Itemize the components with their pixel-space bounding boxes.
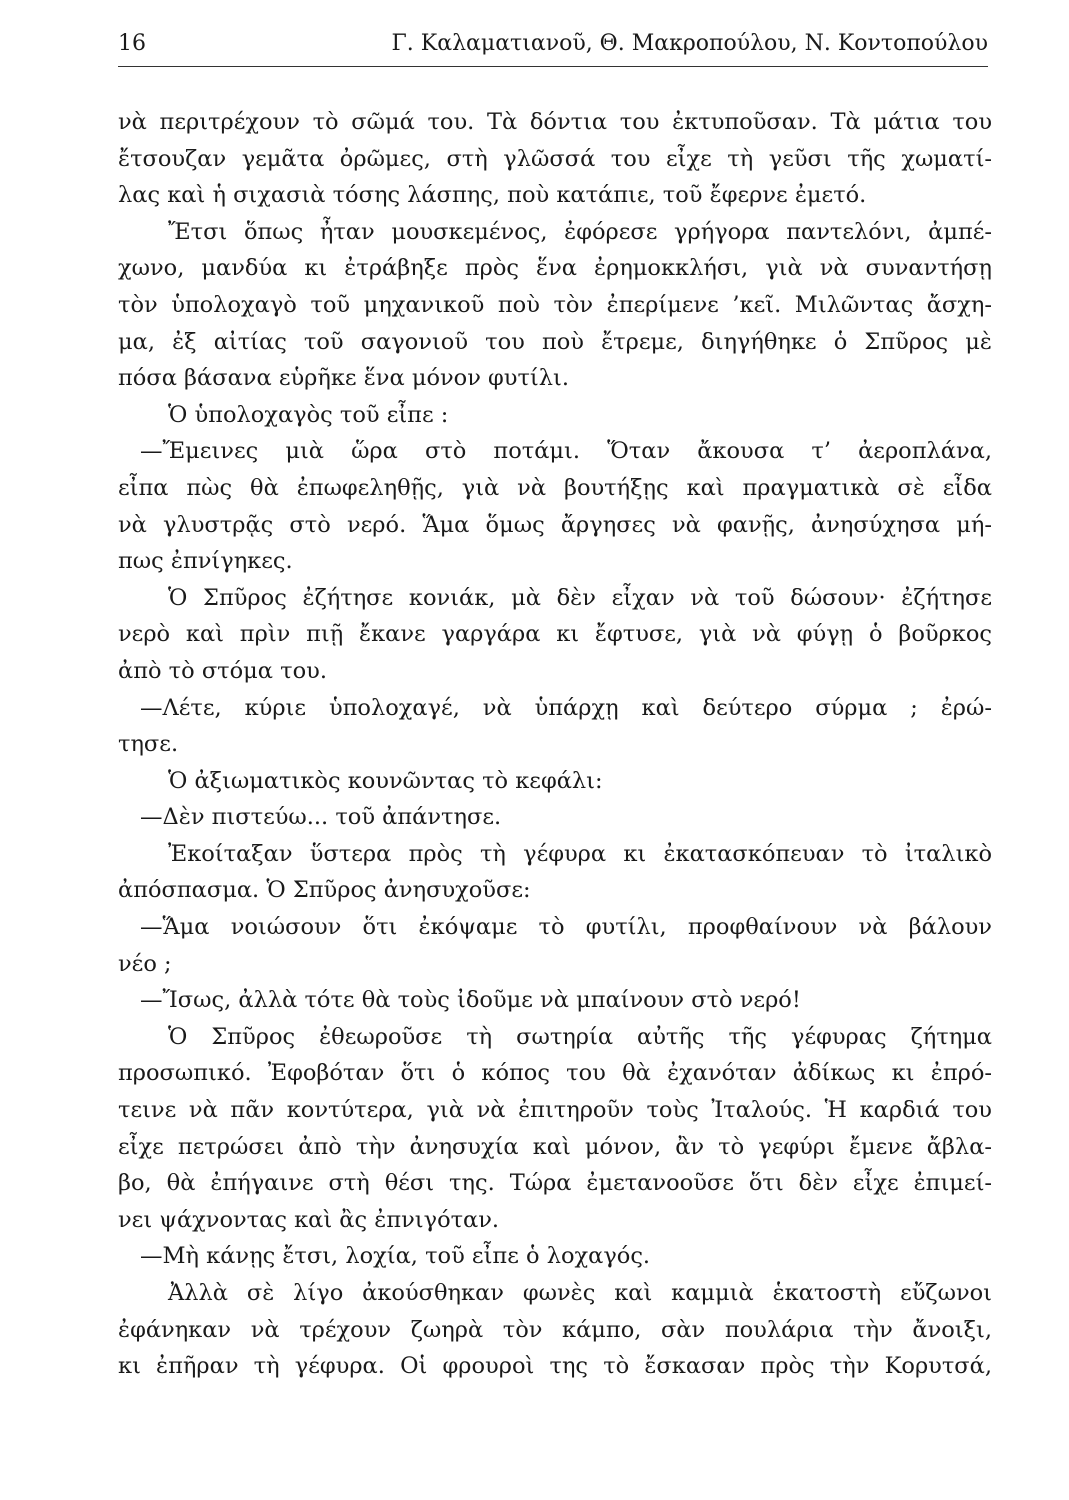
text-line: Ὁ ὑπολοχαγὸς τοῦ εἶπε : xyxy=(168,401,449,428)
text-line: ἀπόσπασμα. Ὁ Σπῦρος ἀνησυχοῦσε: xyxy=(118,877,531,904)
text-line: κι ἐπῆραν τὴ γέφυρα. Οἱ φρουροὶ της τὸ ἔσκασαν πρὸς τὴν Κορυτσά, xyxy=(118,1353,992,1380)
text-line: τεινε νὰ πᾶν κοντύτερα, γιὰ νὰ ἐπιτηροῦν τοὺς Ἰταλούς. Ἡ καρδιά του xyxy=(118,1097,992,1124)
page-header xyxy=(118,28,988,60)
text-line: βο, θὰ ἐπήγαινε στὴ θέσι της. Τώρα ἐμετανοοῦσε ὅτι δὲν εἶχε ἐπιμεί- xyxy=(118,1170,992,1197)
text-line: μα, ἐξ αἰτίας τοῦ σαγονιοῦ του ποὺ ἔτρεμε, διηγήθηκε ὁ Σπῦρος μὲ xyxy=(118,328,992,355)
text-line: Ὁ ἀξιωματικὸς κουνῶντας τὸ κεφάλι: xyxy=(168,767,603,794)
text-line: Ὁ Σπῦρος ἐθεωροῦσε τὴ σωτηρία αὐτῆς τῆς γέφυρας ζήτημα xyxy=(168,1023,992,1050)
text-line: εἶχε πετρώσει ἀπὸ τὴν ἀνησυχία καὶ μόνον, ἂν τὸ γεφύρι ἔμενε ἄβλα- xyxy=(118,1133,992,1160)
text-line: ἀπὸ τὸ στόμα του. xyxy=(118,657,327,684)
running-head: Γ. Καλαματιανοῦ, Θ. Μακροπούλου, Ν. Κοντοπούλου xyxy=(391,31,988,56)
text-line: τὸν ὑπολοχαγὸ τοῦ μηχανικοῦ ποὺ τὸν ἐπερίμενε ’κεῖ. Μιλῶντας ἄσχη- xyxy=(118,291,992,318)
text-line: ἐφάνηκαν νὰ τρέχουν ζωηρὰ τὸν κάμπο, σὰν πουλάρια τὴν ἄνοιξι, xyxy=(118,1316,992,1343)
text-line: προσωπικό. Ἐφοβόταν ὅτι ὁ κόπος του θὰ ἐχανόταν ἀδίκως κι ἐπρό- xyxy=(118,1060,992,1087)
body-text xyxy=(118,104,992,1385)
text-line: —Ἔμεινες μιὰ ὥρα στὸ ποτάμι. Ὅταν ἄκουσα τ’ ἀεροπλάνα, xyxy=(140,438,992,465)
text-line: πόσα βάσανα εὑρῆκε ἕνα μόνον φυτίλι. xyxy=(118,365,569,392)
text-line: νὰ περιτρέχουν τὸ σῶμά του. Τὰ δόντια του ἐκτυποῦσαν. Τὰ μάτια του xyxy=(118,109,992,135)
text-line: Ὁ Σπῦρος ἐζήτησε κονιάκ, μὰ δὲν εἶχαν νὰ τοῦ δώσουν· ἐζήτησε xyxy=(168,584,992,611)
text-line: —Δὲν πιστεύω... τοῦ ἀπάντησε. xyxy=(140,804,502,831)
text-line: νει ψάχνοντας καὶ ἂς ἐπνιγόταν. xyxy=(118,1206,500,1233)
text-line: χωνο, μανδύα κι ἐτράβηξε πρὸς ἕνα ἐρημοκκλήσι, γιὰ νὰ συναντήσῃ xyxy=(118,255,992,282)
text-line: νερὸ καὶ πρὶν πιῇ ἔκανε γαργάρα κι ἔφτυσε, γιὰ νὰ φύγῃ ὁ βοῦρκος xyxy=(118,621,992,648)
text-line: ἔτσουζαν γεμᾶτα ὀρῶμες, στὴ γλῶσσά του εἶχε τὴ γεῦσι τῆς χωματί- xyxy=(118,145,992,172)
page-number: 16 xyxy=(118,31,146,56)
text-line: Ἀλλὰ σὲ λίγο ἀκούσθηκαν φωνὲς καὶ καμμιὰ ἑκατοστὴ εὔζωνοι xyxy=(168,1280,992,1306)
text-line: Ἐκοίταξαν ὕστερα πρὸς τὴ γέφυρα κι ἐκατασκόπευαν τὸ ἰταλικὸ xyxy=(168,840,992,867)
text-line: λας καὶ ἡ σιχασιὰ τόσης λάσπης, ποὺ κατάπιε, τοῦ ἔφερνε ἐμετό. xyxy=(118,182,867,209)
text-line: —Ἴσως, ἀλλὰ τότε θὰ τοὺς ἰδοῦμε νὰ μπαίνουν στὸ νερό! xyxy=(140,987,801,1014)
text-line: εἶπα πὼς θὰ ἐπωφεληθῇς, γιὰ νὰ βουτήξῃς καὶ πραγματικὰ σὲ εἶδα xyxy=(118,474,992,501)
text-line: —Ἅμα νοιώσουν ὅτι ἐκόψαμε τὸ φυτίλι, προφθαίνουν νὰ βάλουν xyxy=(140,914,992,941)
text-line: —Λέτε, κύριε ὑπολοχαγέ, νὰ ὑπάρχῃ καὶ δεύτερο σύρμα ; ἐρώ- xyxy=(140,694,992,721)
text-line: Ἔτσι ὅπως ἦταν μουσκεμένος, ἐφόρεσε γρήγορα παντελόνι, ἀμπέ- xyxy=(168,218,992,245)
text-line: τησε. xyxy=(118,731,179,758)
text-line: νέο ; xyxy=(118,950,172,977)
text-line: —Μὴ κάνῃς ἔτσι, λοχία, τοῦ εἶπε ὁ λοχαγός. xyxy=(140,1243,651,1270)
text-line: νὰ γλυστρᾷς στὸ νερό. Ἅμα ὅμως ἄργησες νὰ φανῇς, ἀνησύχησα μή- xyxy=(118,511,992,538)
header-rule xyxy=(118,66,988,67)
text-line: πως ἐπνίγηκες. xyxy=(118,548,293,575)
